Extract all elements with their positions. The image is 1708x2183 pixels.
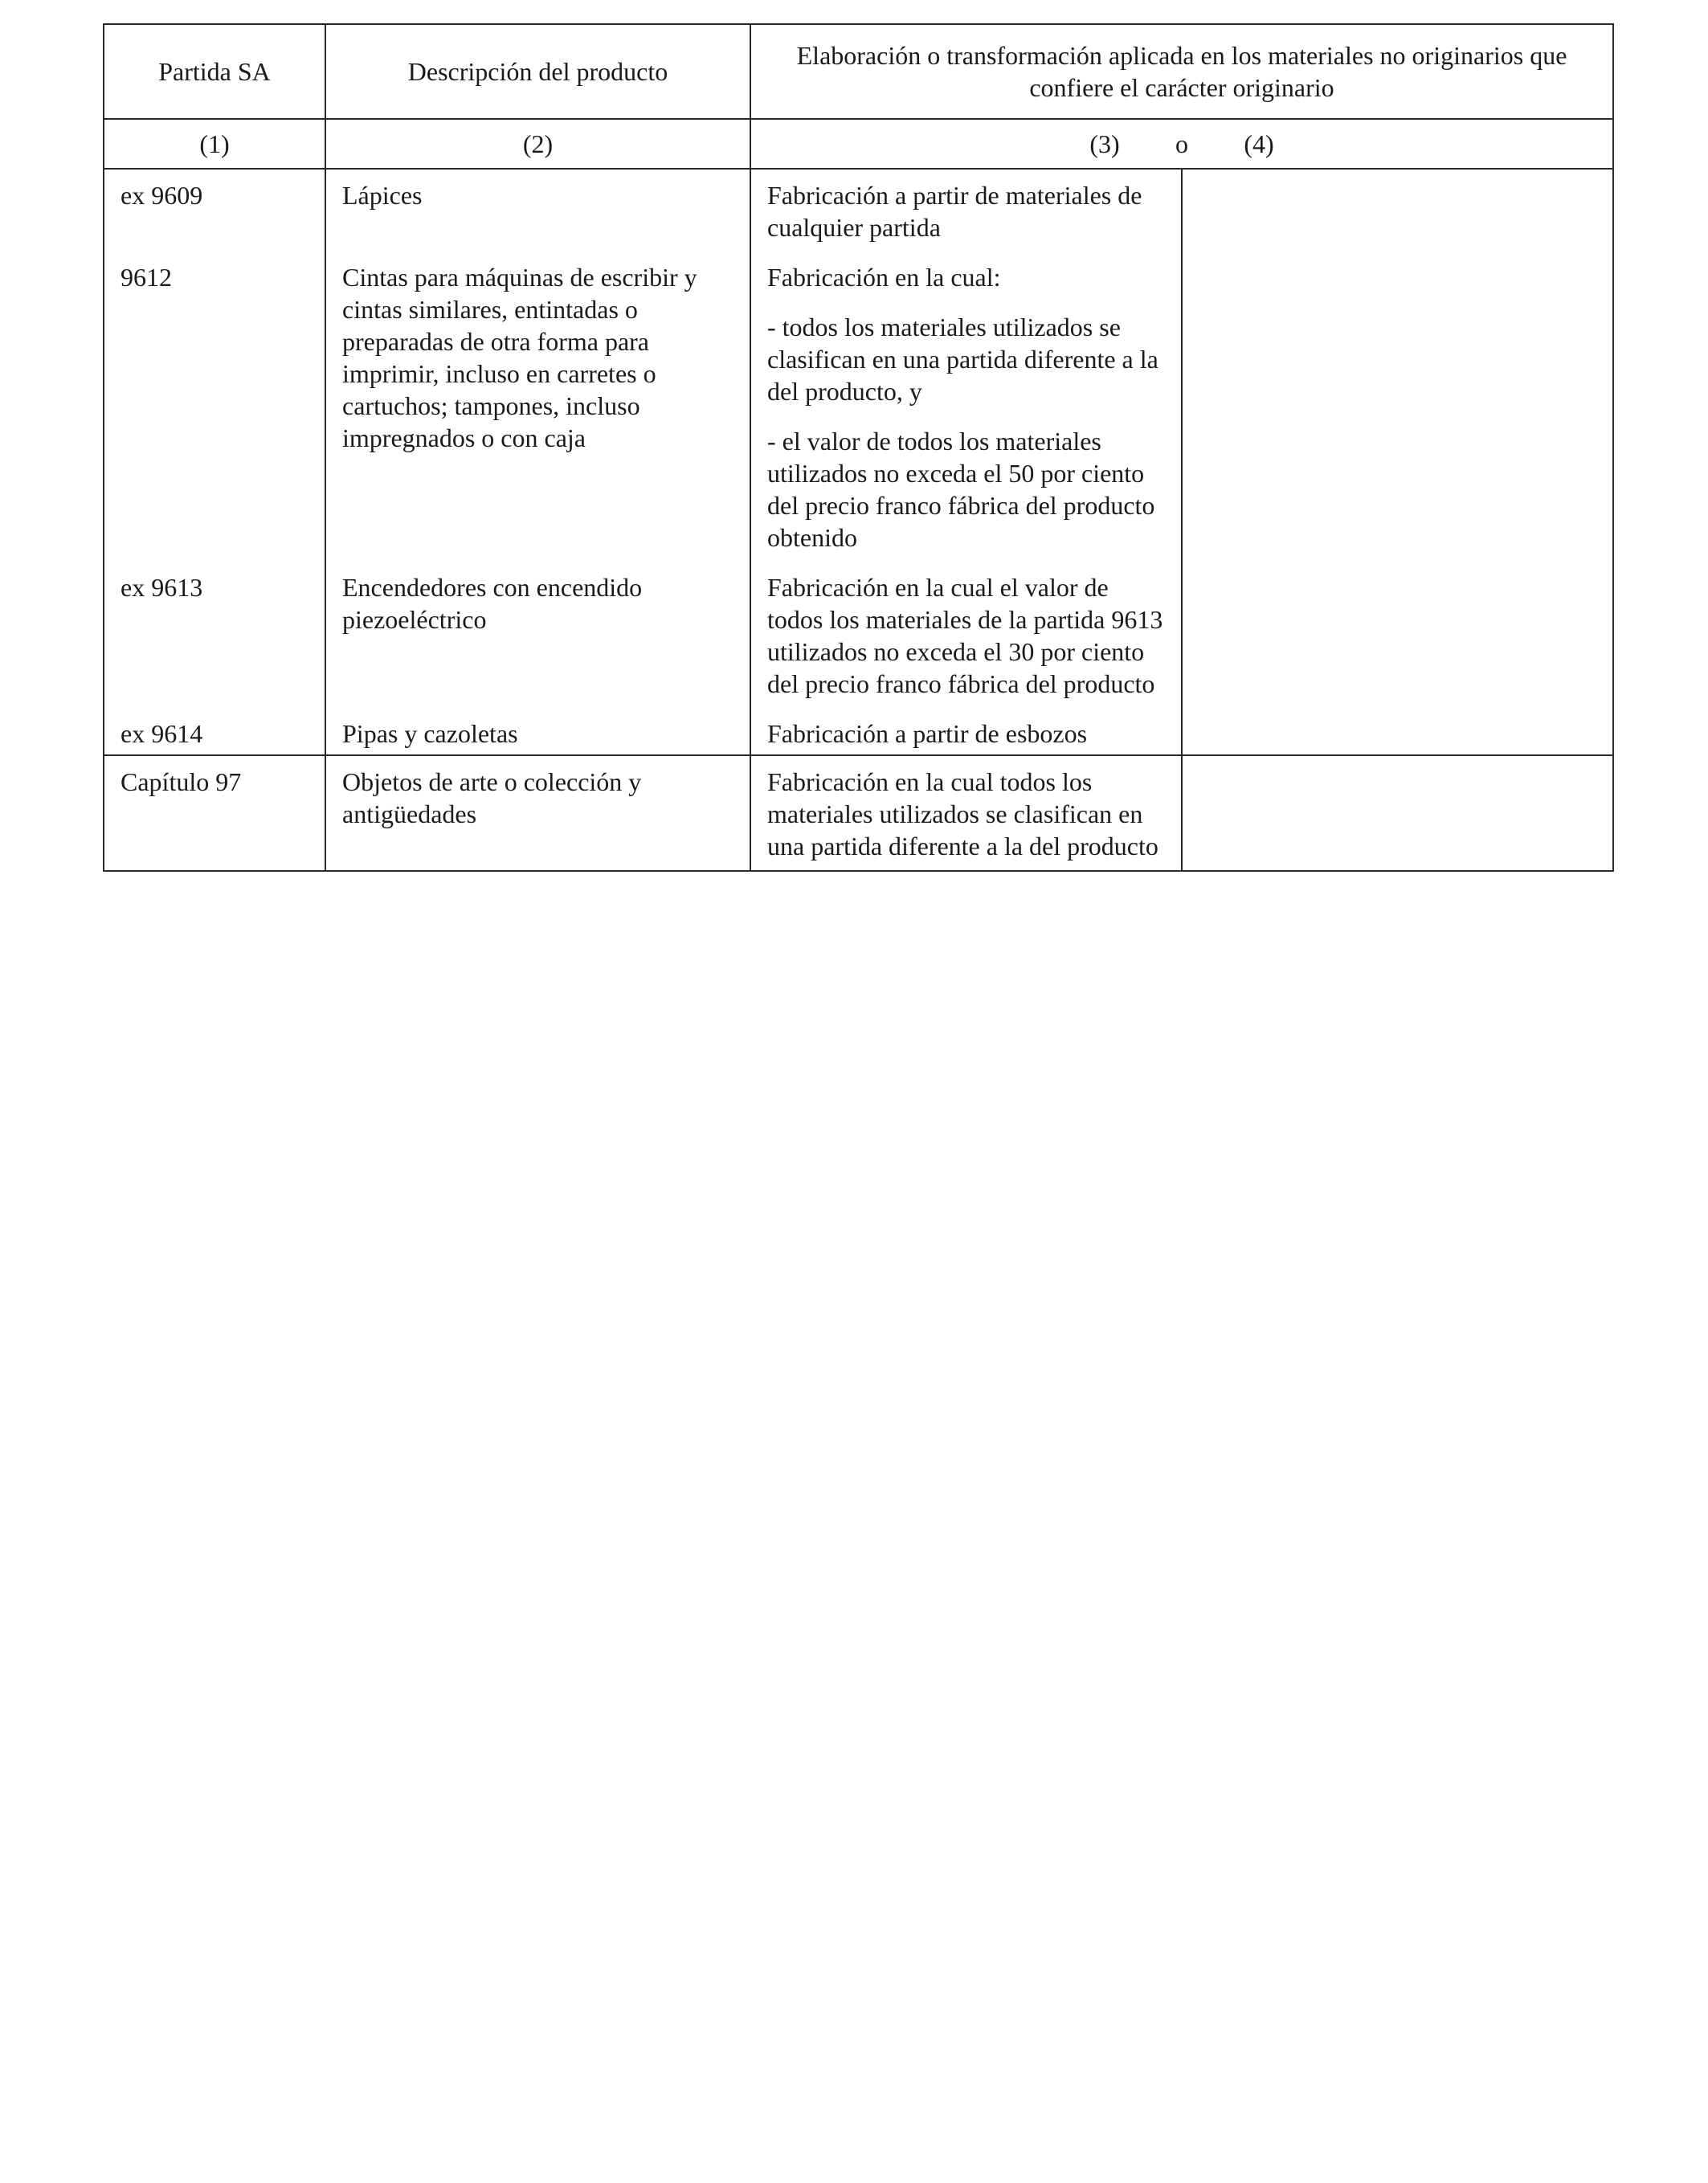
header-descripcion: Descripción del producto: [325, 24, 750, 119]
rule-paragraph: Fabricación en la cual todos los materiales utilizados se clasifican en una partida diferente a la del producto: [767, 767, 1158, 861]
table-row: [104, 169, 1613, 243]
row-rule-4: [1182, 169, 1613, 243]
row-rule-4: [1182, 755, 1613, 871]
row-code: Capítulo 97: [104, 755, 325, 871]
row-rule-3: [750, 243, 1182, 554]
row-rule-4: [1182, 554, 1613, 700]
header-elaboracion: Elaboración o transformación aplicada en los materiales no originarios que confiere el carácter originario: [750, 24, 1613, 119]
row-description: Cintas para máquinas de escribir y cintas similares, entintadas o preparadas de otra forma para imprimir, incluso en carretes o cartuchos; tampones, incluso impregnados o con caja: [325, 243, 750, 554]
table-row: [104, 243, 1613, 554]
table-row: [104, 700, 1613, 755]
column-number-4: (4): [1244, 129, 1274, 158]
column-number-1: (1): [104, 119, 325, 169]
row-code: 9612: [104, 243, 325, 554]
rule-paragraph: Fabricación en la cual:: [767, 263, 1001, 292]
rule-paragraph: Fabricación a partir de materiales de cualquier partida: [767, 181, 1142, 242]
row-description: Encendedores con encendido piezoeléctrico: [325, 554, 750, 700]
rule-paragraph: Fabricación en la cual el valor de todos los materiales de la partida 9613 utilizados no exceda el 30 por ciento del precio franco fábrica del producto: [767, 573, 1163, 698]
row-code: ex 9614: [104, 700, 325, 755]
header-partida-sa: Partida SA: [104, 24, 325, 119]
row-rule-4: [1182, 700, 1613, 755]
rule-paragraph: - todos los materiales utilizados se clasifican en una partida diferente a la del producto, y: [767, 313, 1158, 406]
header-row: [104, 24, 1613, 119]
row-rule-3: [750, 554, 1182, 700]
row-code: ex 9613: [104, 554, 325, 700]
rule-paragraph: - el valor de todos los materiales utilizados no exceda el 50 por ciento del precio franco fábrica del producto obtenido: [767, 427, 1155, 552]
rule-paragraph: Fabricación a partir de esbozos: [767, 719, 1088, 748]
table-row: [104, 554, 1613, 700]
row-rule-3: [750, 169, 1182, 243]
row-description: Lápices: [325, 169, 750, 243]
column-or: o: [1175, 129, 1188, 158]
row-code: ex 9609: [104, 169, 325, 243]
column-number-row: [104, 119, 1613, 169]
row-description: Objetos de arte o colección y antigüedades: [325, 755, 750, 871]
table-row: [104, 755, 1613, 871]
column-number-3-4: [750, 119, 1613, 169]
row-rule-3: [750, 755, 1182, 871]
column-number-2: (2): [325, 119, 750, 169]
row-rule-4: [1182, 243, 1613, 554]
column-number-3: (3): [1089, 129, 1120, 158]
rules-of-origin-table: [103, 23, 1614, 872]
row-rule-3: [750, 700, 1182, 755]
row-description: Pipas y cazoletas: [325, 700, 750, 755]
